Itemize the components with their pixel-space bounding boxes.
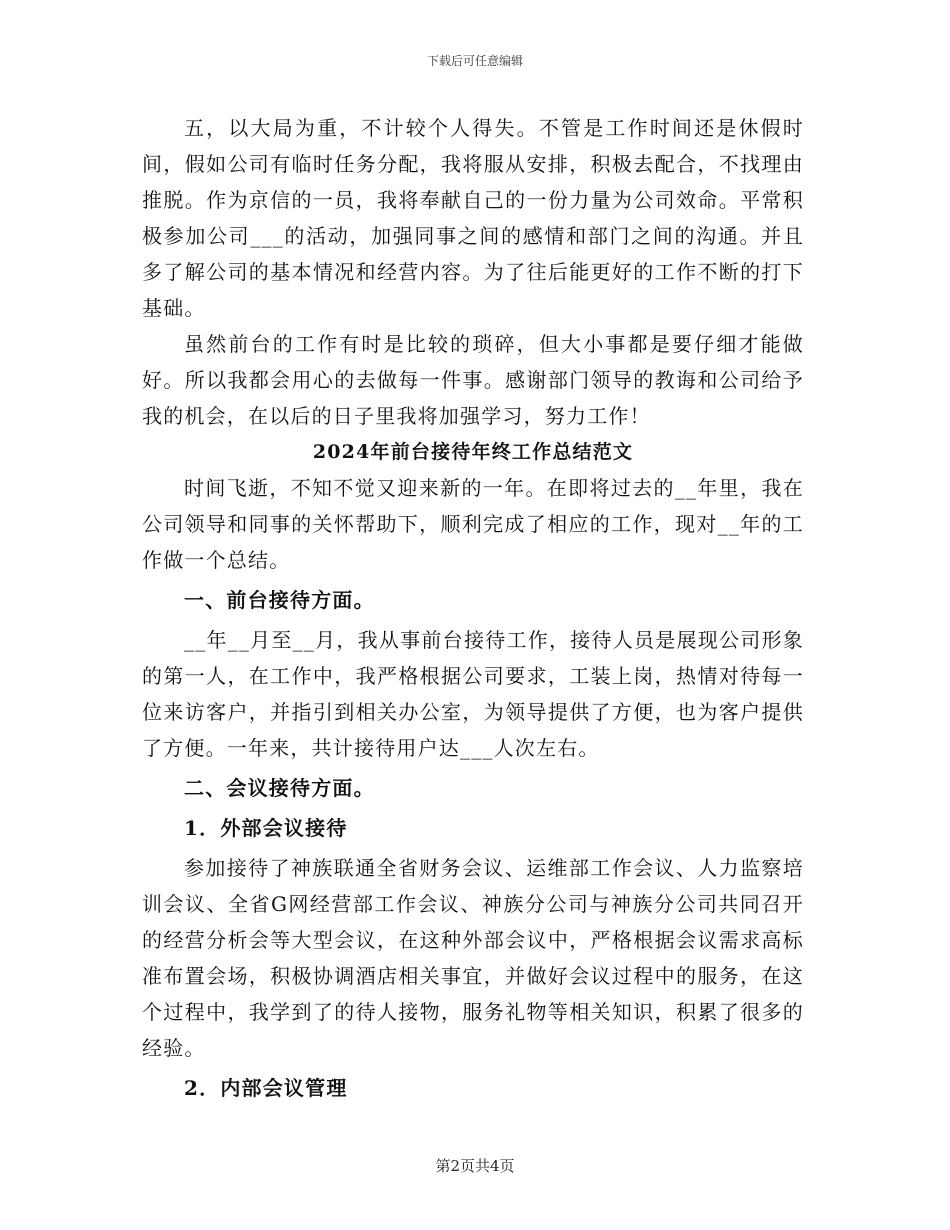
subsection-heading-internal-meetings: 2．内部会议管理 xyxy=(184,1076,348,1100)
section-heading-reception: 一、前台接待方面。 xyxy=(184,588,375,612)
page-header: 下载后可任意编辑 xyxy=(426,54,523,68)
paragraph-external-meetings: 参加接待了神族联通全省财务会议、运维部工作会议、人力监察培训会议、全省G网经营部工作会议、神族分公司与神族分公司共同召开的经营分析会等大型会议，在这种外部会议中，严格根据会议需求高标准布置会场，积极协调酒店相关事宜，并做好会议过程中的服务，在这个过程中，我学到了的待人接物，服务礼物等相关知识，积累了很多的经验。 xyxy=(142,856,804,1060)
paragraph-reception: __年__月至__月，我从事前台接待工作，接待人员是展现公司形象的第一人，在工作中，我严格根据公司要求，工装上岗，热情对待每一位来访客户，并指引到相关办公室，为领导提供了方便，也为客户提供了方便。一年来，共计接待用户达___人次左右。 xyxy=(142,628,804,760)
document-title: 2024年前台接待年终工作总结范文 xyxy=(312,441,634,463)
section-heading-meetings: 二、会议接待方面。 xyxy=(184,776,375,800)
paragraph-closing: 虽然前台的工作有时是比较的琐碎，但大小事都是要仔细才能做好。所以我都会用心的去做每一件事。感谢部门领导的教诲和公司给予我的机会，在以后的日子里我将加强学习，努力工作！ xyxy=(142,332,804,428)
paragraph-intro: 时间飞逝，不知不觉又迎来新的一年。在即将过去的__年里，我在公司领导和同事的关怀帮助下，顺利完成了相应的工作，现对__年的工作做一个总结。 xyxy=(142,476,804,572)
page-number: 第2页共4页 xyxy=(435,1157,515,1175)
subsection-heading-external-meetings: 1．外部会议接待 xyxy=(184,816,348,840)
document-body xyxy=(142,110,804,1106)
paragraph-teamwork: 五，以大局为重，不计较个人得失。不管是工作时间还是休假时间，假如公司有临时任务分配，我将服从安排，积极去配合，不找理由推脱。作为京信的一员，我将奉献自己的一份力量为公司效命。平常积极参加公司___的活动，加强同事之间的感情和部门之间的沟通。并且多了解公司的基本情况和经营内容。为了往后能更好的工作不断的打下基础。 xyxy=(142,116,804,320)
